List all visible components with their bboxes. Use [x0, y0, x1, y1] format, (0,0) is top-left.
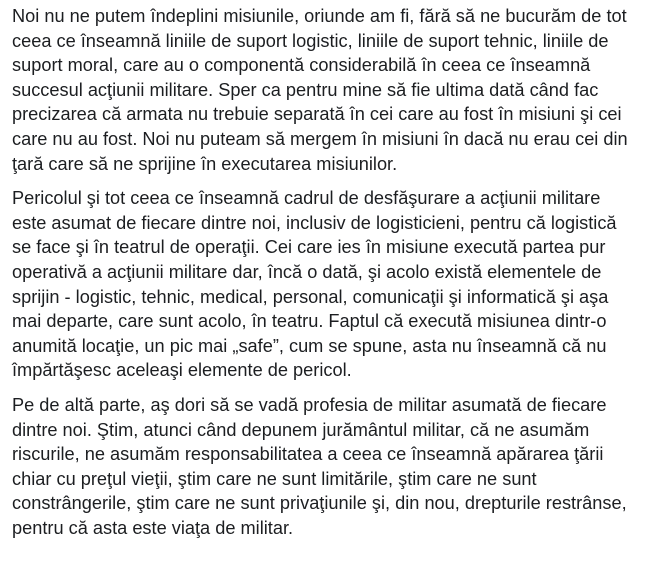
paragraph-2: [12, 186, 651, 383]
text-line: Pe de altă parte, aş dori să se vadă profesia de militar asumată de fiecare: [12, 394, 607, 415]
text-line: constrângerile, ştim care ne sunt privaţiunile şi, din nou, drepturile restrânse,: [12, 493, 627, 514]
text-line: se face şi în teatrul de operaţii. Cei care ies în misiune execută partea pur: [12, 237, 606, 258]
text-line: împărtăşesc aceleaşi elemente de pericol.: [12, 360, 352, 381]
text-line: Noi nu ne putem îndeplini misiunile, oriunde am fi, fără să ne bucurăm de tot: [12, 6, 627, 26]
text-line: sprijin - logistic, tehnic, medical, personal, comunicaţii şi informatică şi aşa: [12, 286, 609, 307]
text-line: pentru că asta este viaţa de militar.: [12, 517, 294, 538]
text-line: suport moral, care au o componentă considerabilă în ceea ce înseamnă: [12, 55, 591, 76]
text-line: anumită locaţie, un pic mai „safe”, cum se spune, asta nu înseamnă că nu: [12, 335, 607, 356]
text-line: mai departe, care sunt acolo, în teatru. Faptul că execută misiunea dintr-o: [12, 311, 607, 332]
text-line: Pericolul şi tot ceea ce înseamnă cadrul de desfăşurare a acţiunii militare: [12, 188, 601, 209]
text-line: ţară care să ne sprijine în executarea misiunilor.: [12, 153, 398, 174]
text-line: succesul acţiunii militare. Sper ca pentru mine să fie ultima dată când fac: [12, 79, 599, 100]
paragraph-1: [12, 4, 651, 176]
text-line: care nu au fost. Noi nu puteam să mergem în misiuni în dacă nu erau cei din: [12, 128, 628, 149]
text-line: este asumat de fiecare dintre noi, inclusiv de logisticieni, pentru că logistică: [12, 212, 617, 233]
text-line: riscurile, ne asumăm responsabilitatea a ceea ce înseamnă apărarea ţării: [12, 444, 604, 465]
text-line: operativă a acţiunii militare dar, încă o dată, şi acolo există elementele de: [12, 261, 602, 282]
paragraph-3: [12, 393, 651, 541]
text-line: dintre noi. Ştim, atunci când depunem jurământul militar, că ne asumăm: [12, 419, 590, 440]
text-line: ceea ce înseamnă liniile de suport logistic, liniile de suport tehnic, liniile de: [12, 30, 609, 51]
text-line: chiar cu preţul vieţii, ştim care ne sunt limitările, ştim care ne sunt: [12, 468, 537, 489]
text-line: precizarea că armata nu trebuie separată în cei care au fost în misiuni şi cei: [12, 104, 622, 125]
